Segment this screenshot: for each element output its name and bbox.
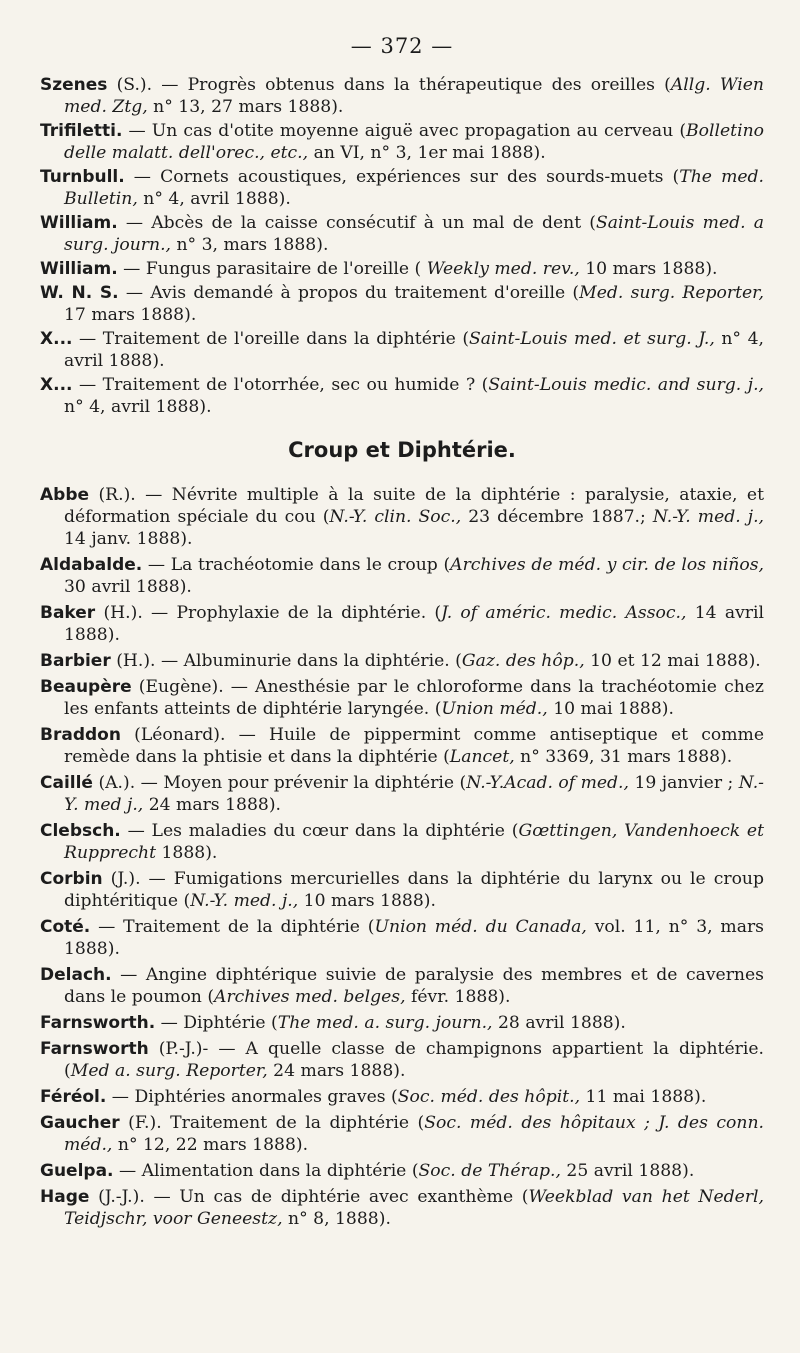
entry-author: Clebsch. [40,821,121,841]
entry-author: W. N. S. [40,283,119,303]
entry-text: — Avis demandé à propos du traitement d'oreille ( [118,283,580,303]
entry-journal: N.-Y.Acad. of med., [466,773,629,793]
croup-diphtheria-entries [40,484,764,1230]
entry-text: an VI, n° 3, 1er mai 1888). [308,143,546,163]
entry-text: (Eugène). — Anesthésie par le chloroforme dans la trachéotomie chez les enfants atteints de diphtérie laryngée. ( [64,677,764,719]
entry-author: Coté. [40,917,91,937]
entry-author: William. [40,213,118,233]
entry-journal: Union méd. du Canada, [374,917,587,937]
entry-author: Turnbull. [40,167,125,187]
entry-author: Aldabalde. [40,555,143,575]
entry-text: — Angine diphtérique suivie de paralysie des membres et de cavernes dans le poumon ( [64,965,764,1007]
entry-author: Abbe [40,485,90,505]
entry-author: Gaucher [40,1113,120,1133]
entry-author: Féréol. [40,1087,107,1107]
entry-journal: Soc. méd. des hôpitaux ; J. des conn. méd., [64,1113,764,1155]
bibliography-entry [40,1086,764,1108]
entry-author: Beaupère [40,677,132,697]
bibliography-entry [40,212,764,256]
entry-text: — Traitement de la diphtérie ( [90,917,375,937]
entry-author: Farnsworth [40,1039,149,1059]
section-title: Croup et Diphtérie. [288,438,516,462]
entry-text: — Traitement de l'otorrhée, sec ou humide ? ( [72,375,489,395]
entry-journal: Med a. surg. Reporter, [70,1061,268,1081]
entry-text: (Léonard). — Huile de pippermint comme antiseptique et comme remède dans la phtisie et dans la diphtérie ( [64,725,764,767]
entry-text: — Traitement de l'oreille dans la diphtérie ( [72,329,470,349]
entry-text: n° 3, mars 1888). [171,235,329,255]
bibliography-entry [40,282,764,326]
entry-text: 11 mai 1888). [580,1087,707,1107]
entry-text: 10 mars 1888). [579,259,718,279]
entry-text: (J.-J.). — Un cas de diphtérie avec exanthème ( [89,1187,529,1207]
entry-journal: Saint-Louis med. a surg. journ., [64,213,765,255]
entry-text: — Diphtéries anormales graves ( [106,1087,398,1107]
bibliography-entry [40,676,764,720]
entry-journal: Allg. Wien med. Ztg, [64,75,765,117]
entry-author: Barbier [40,651,111,671]
entry-text: — Un cas d'otite moyenne aiguë avec propagation au cerveau ( [122,121,687,141]
entry-journal: N.-Y. clin. Soc., [329,507,462,527]
entry-text: n° 4, avril 1888). [64,397,212,417]
entry-text: févr. 1888). [405,987,511,1007]
entry-text: — Cornets acoustiques, expériences sur des sourds-muets ( [124,167,680,187]
bibliography-entry [40,74,764,118]
entry-author: Szenes [40,75,108,95]
entry-author: Guelpa. [40,1161,114,1181]
entry-text: — Fungus parasitaire de l'oreille ( [117,259,427,279]
entry-text: 25 avril 1888). [560,1161,695,1181]
entry-text: — Abcès de la caisse consécutif à un mal de dent ( [117,213,597,233]
bibliography-entry [40,374,764,418]
bibliography-entry [40,1112,764,1156]
entry-text: (R.). — Névrite multiple à la suite de la diphtérie : paralysie, ataxie, et déformation spéciale du cou ( [64,485,764,527]
entry-journal: The med. Bulletin, [64,167,764,209]
bibliography-entry [40,1160,764,1182]
entry-text: n° 3369, 31 mars 1888). [514,747,733,767]
entry-journal: J. of améric. medic. Assoc., [441,603,687,623]
entry-journal: Gœttingen, Vandenhoeck et Rupprecht [64,821,764,863]
entry-journal: Archives med. belges, [214,987,406,1007]
bibliography-entry [40,166,764,210]
bibliography-entry [40,328,764,372]
bibliography-entry [40,258,764,280]
entry-text: n° 12, 22 mars 1888). [112,1135,309,1155]
entry-journal: Lancet, [449,747,515,767]
bibliography-entry [40,650,764,672]
entry-journal: Gaz. des hôp., [461,651,585,671]
entry-author: X... [40,375,73,395]
entry-author: Farnsworth. [40,1013,156,1033]
bibliography-entry [40,1038,764,1082]
bibliography-entry [40,120,764,164]
entry-author: Corbin [40,869,103,889]
entry-journal: Archives de méd. y cir. de los niños, [450,555,764,575]
bibliography-entry [40,916,764,960]
bibliography-entry [40,772,764,816]
entry-author: Baker [40,603,96,623]
entry-journal: N.-Y. med j., [64,773,764,815]
entry-journal: Saint-Louis medic. and surg. j., [488,375,764,395]
bibliography-entry [40,964,764,1008]
entry-journal: Union méd., [441,699,548,719]
entry-author: William. [40,259,118,279]
bibliography-entry [40,868,764,912]
entry-journal: N.-Y. med. j., [652,507,764,527]
entry-author: Hage [40,1187,90,1207]
entry-author: Trifiletti. [40,121,123,141]
entry-text: 10 mars 1888). [298,891,436,911]
entry-journal: Weekblad van het Nederl, Teidjschr, voor Geneestz, [64,1187,764,1229]
entry-text: 19 janvier ; [628,773,739,793]
entry-text: 10 et 12 mai 1888). [584,651,761,671]
entry-journal: Med. surg. Reporter, [579,283,764,303]
entry-text: (J.). — Fumigations mercurielles dans la diphtérie du larynx ou le croup diphtéritique ( [64,869,764,911]
entry-text: (S.). — Progrès obtenus dans la thérapeutique des oreilles ( [107,75,671,95]
entry-text: 23 décembre 1887.; [461,507,653,527]
entry-journal: Saint-Louis med. et surg. J., [469,329,715,349]
entry-journal: Bolletino delle malatt. dell'orec., etc., [64,121,764,163]
entry-text: — Diphtérie ( [155,1013,278,1033]
entry-author: Caillé [40,773,93,793]
entry-text: (A.). — Moyen pour prévenir la diphtérie ( [92,773,467,793]
entry-text: n° 4, avril 1888). [137,189,291,209]
entry-text: — Alimentation dans la diphtérie ( [113,1161,419,1181]
entry-text: vol. 11, n° 3, mars 1888). [64,917,764,959]
bibliography-entry [40,724,764,768]
entry-text: — Les maladies du cœur dans la diphtérie ( [120,821,519,841]
entry-text: 14 avril 1888). [64,603,764,645]
bibliography-entry [40,1186,764,1230]
entry-text: 28 avril 1888). [492,1013,626,1033]
entry-text: n° 13, 27 mars 1888). [147,97,344,117]
entry-text: 14 janv. 1888). [64,529,193,549]
entry-text: 24 mars 1888). [143,795,282,815]
entry-author: Delach. [40,965,112,985]
otology-entries [40,74,764,418]
bibliography-entry [40,602,764,646]
entry-text: 10 mai 1888). [547,699,674,719]
entry-text: n° 8, 1888). [282,1209,391,1229]
entry-author: X... [40,329,73,349]
entry-text: 1888). [156,843,218,863]
entry-text: (P.-J.)- — A quelle classe de champignons appartient la diphtérie. ( [64,1039,764,1081]
entry-text: 17 mars 1888). [64,305,197,325]
bibliography-entry [40,484,764,550]
entry-text: (H.). — Albuminurie dans la diphtérie. ( [110,651,462,671]
entry-text: — La trachéotomie dans le croup ( [142,555,451,575]
bibliography-entry [40,820,764,864]
entry-author: Braddon [40,725,121,745]
entry-journal: Soc. méd. des hôpit., [397,1087,581,1107]
entry-text: 30 avril 1888). [64,577,192,597]
entry-journal: The med. a. surg. journ., [277,1013,493,1033]
entry-text: (H.). — Prophylaxie de la diphtérie. ( [95,603,442,623]
entry-text: (F.). Traitement de la diphtérie ( [119,1113,425,1133]
bibliography-entry [40,1012,764,1034]
entry-journal: Weekly med. rev., [426,259,580,279]
entry-text: n° 4, avril 1888). [64,329,764,371]
entry-journal: N.-Y. med. j., [190,891,299,911]
entry-text: 24 mars 1888). [267,1061,406,1081]
bibliography-entry [40,554,764,598]
page-number: — 372 — [350,34,454,58]
entry-journal: Soc. de Thérap., [418,1161,561,1181]
